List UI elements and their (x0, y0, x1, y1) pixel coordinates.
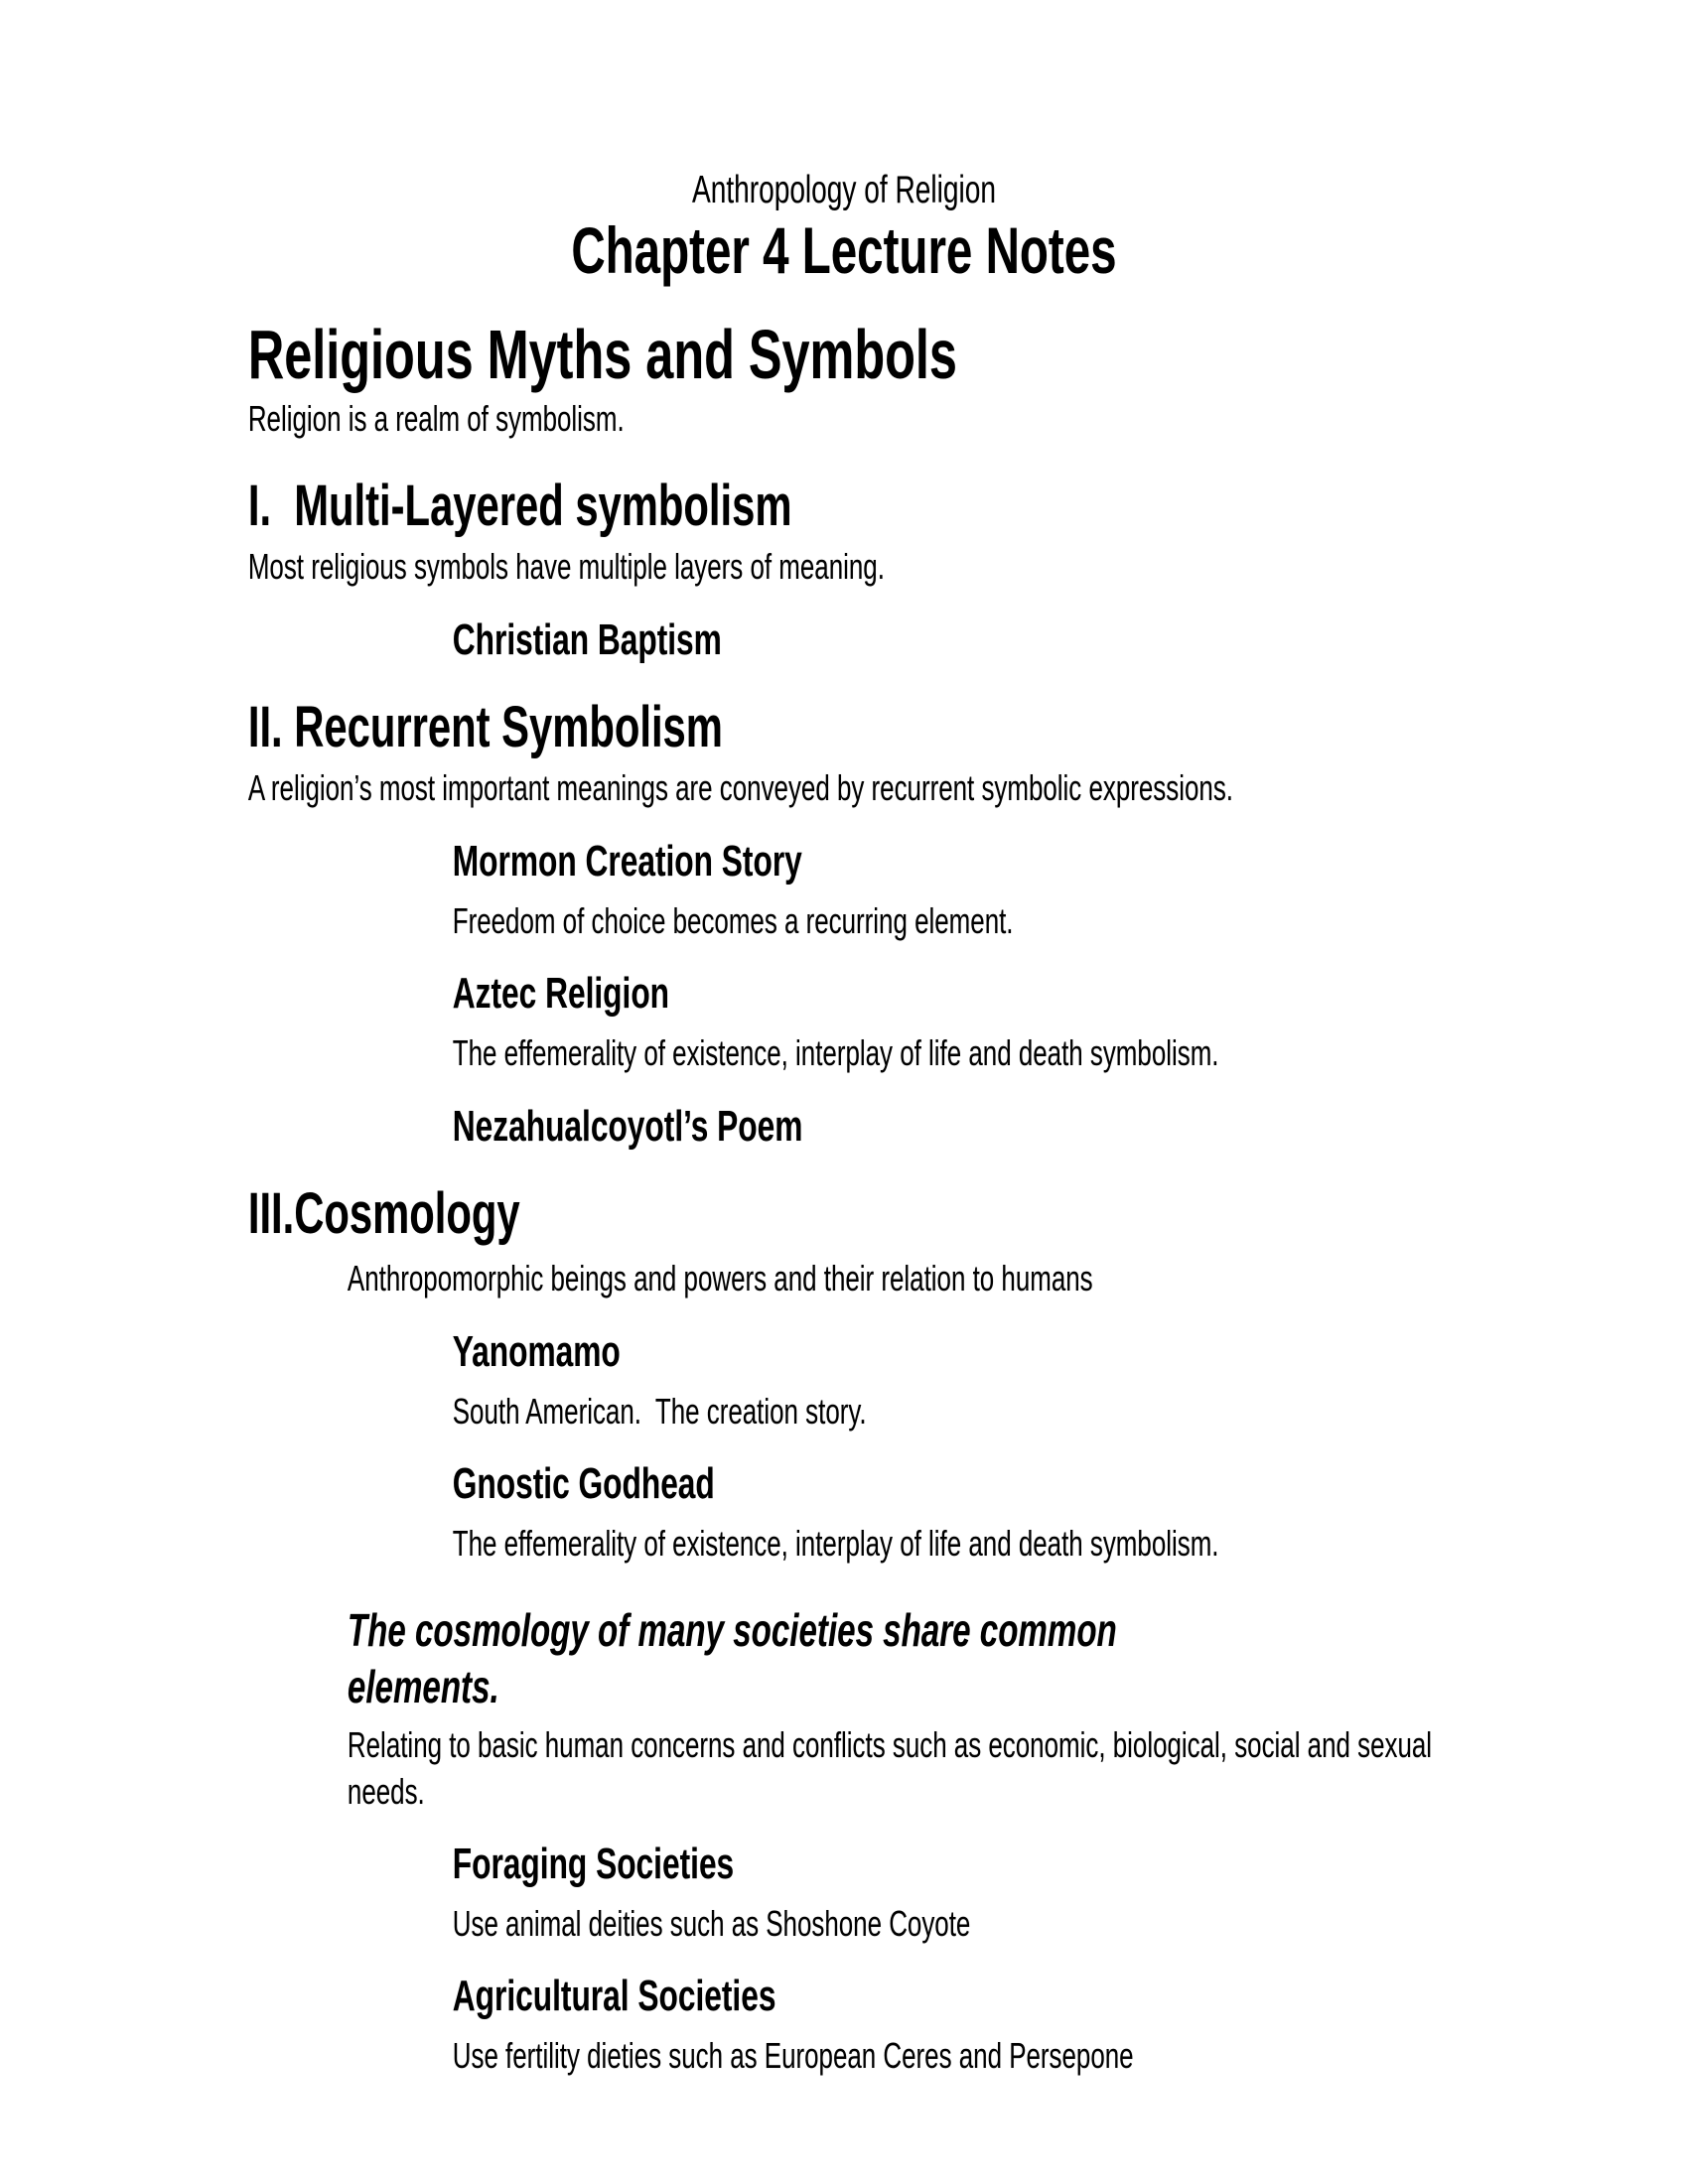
section-note-1: Most religious symbols have multiple layers of meaning. (247, 545, 885, 587)
emphasis-heading: The cosmology of many societies share common elements. (347, 1604, 1126, 1712)
section-heading-3: III.Cosmology (247, 1181, 520, 1246)
main-heading-note: Religion is a realm of symbolism. (247, 397, 625, 439)
topic-title: Aztec Religion (452, 969, 670, 1019)
topic-christian-baptism (453, 616, 1581, 664)
topic-note: The effemerality of existence, interplay of life and death symbolism. (452, 1031, 1219, 1073)
section-heading-2: II. Recurrent Symbolism (247, 695, 723, 760)
topic-title: Nezahualcoyotl’s Poem (452, 1101, 803, 1151)
topic-note: The effemerality of existence, interplay of life and death symbolism. (452, 1522, 1219, 1564)
topic-aztec-religion (453, 970, 1581, 1076)
course-subtitle: Anthropology of Religion (691, 169, 996, 211)
topic-title: Foraging Societies (452, 1840, 735, 1889)
topic-foraging-societies (453, 1841, 1581, 1947)
topic-note: Use fertility dieties such as European Ceres and Persepone (452, 2034, 1134, 2076)
topic-agricultural-societies (453, 1973, 1581, 2079)
document-title: Chapter 4 Lecture Notes (571, 212, 1117, 287)
topic-note: South American. The creation story. (452, 1390, 867, 1432)
topic-title: Christian Baptism (452, 614, 722, 664)
emphasis-note: Relating to basic human concerns and conflicts such as economic, biological, social and sexual needs. (347, 1723, 1440, 1812)
topic-yanomamo (453, 1328, 1581, 1434)
section-subnote-3: Anthropomorphic beings and powers and their relation to humans (347, 1258, 1093, 1299)
topic-mormon-creation-story (453, 838, 1581, 944)
section-heading-1: I. Multi-Layered symbolism (247, 473, 792, 538)
document-header (0, 0, 1688, 289)
topic-note: Use animal deities such as Shoshone Coyote (452, 1902, 971, 1944)
topic-nezahualcoyotls-poem (453, 1103, 1581, 1151)
topic-note: Freedom of choice becomes a recurring element. (452, 899, 1014, 941)
topic-title: Yanomamo (452, 1327, 621, 1377)
section-note-2: A religion’s most important meanings are conveyed by recurrent symbolic expressions. (247, 767, 1233, 809)
topic-title: Agricultural Societies (452, 1972, 776, 2021)
topic-gnostic-godhead (453, 1460, 1581, 1567)
document-content (0, 315, 1688, 2080)
topic-title: Gnostic Godhead (452, 1459, 715, 1509)
topic-title: Mormon Creation Story (452, 837, 802, 887)
main-heading: Religious Myths and Symbols (247, 315, 957, 393)
